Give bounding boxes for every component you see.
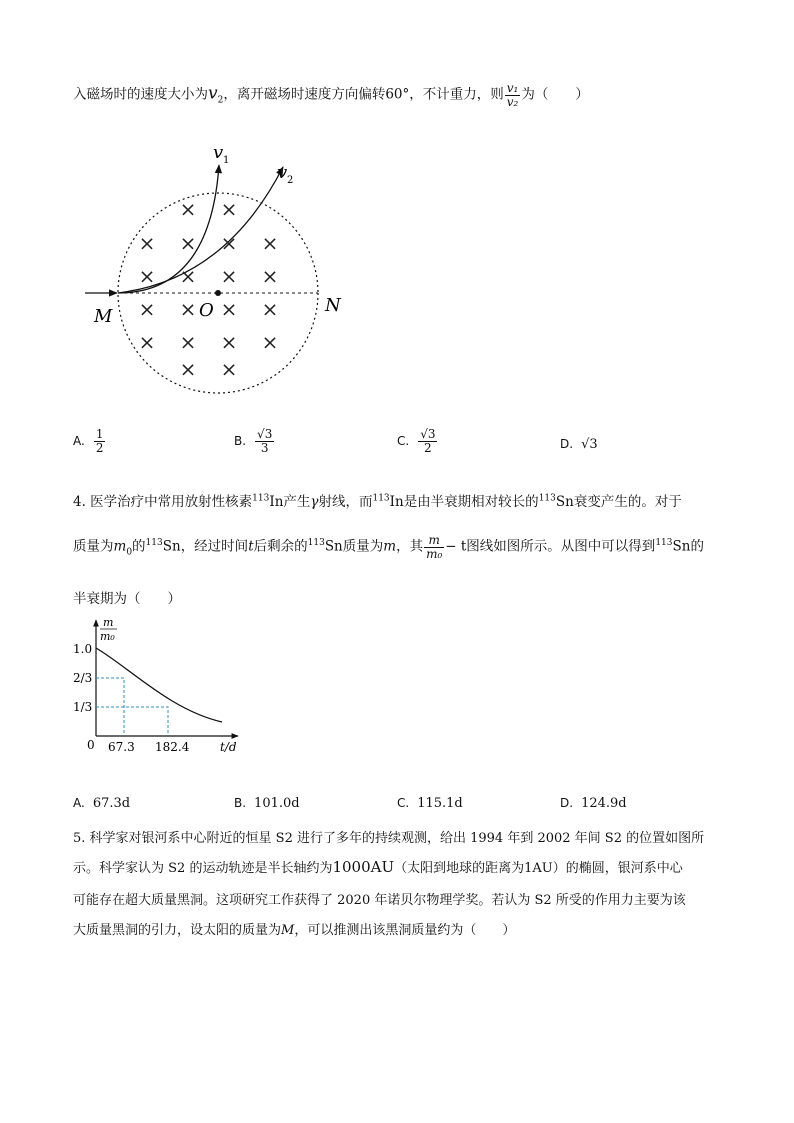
q4-option-a[interactable]	[73, 796, 130, 811]
q3-stem-text-b: ，离开磁场时速度方向偏转	[223, 86, 386, 103]
q4-line1-d: 是由半衰期相对较长的	[403, 494, 539, 510]
q4-line2-f: ，其	[396, 538, 424, 555]
field-mark: ×	[179, 264, 197, 288]
field-mark: ×	[220, 297, 238, 321]
graph-y-tick-1-3: 1/3	[73, 700, 93, 714]
q4-sn-symbol-4: Sn	[672, 538, 691, 555]
q4-sn-mass-4: 113	[655, 538, 673, 549]
q3-v2-sub: 2	[217, 95, 224, 106]
q4-sn-symbol-2: Sn	[162, 538, 181, 555]
field-mark: ×	[220, 231, 238, 255]
q3-option-b-num: √3	[257, 427, 273, 441]
field-mark: ×	[138, 231, 156, 255]
field-mark: ×	[179, 357, 197, 381]
q4-sn-symbol: Sn	[555, 494, 574, 510]
label-v1-sub: 1	[223, 155, 230, 166]
q4-in-mass-2: 113	[372, 493, 390, 504]
field-mark: ×	[220, 264, 238, 288]
q4-line2-c: ，经过时间	[180, 538, 249, 555]
q5-line-1: 5. 科学家对银河系中心附近的恒星 S2 进行了多年的持续观测，给出 1994 年到 2002 年间 S2 的位置如图所	[73, 831, 705, 846]
q4-option-b[interactable]	[234, 796, 300, 811]
q4-in-symbol: In	[269, 494, 284, 510]
q5-line-3: 可能存在超大质量黑洞。这项研究工作获得了 2020 年诺贝尔物理学奖。若认为 S2 所受的作用力主要为该	[73, 893, 686, 908]
q4-option-d-label: D.	[560, 796, 574, 810]
field-mark: ×	[261, 297, 279, 321]
graph-y-label-num: m	[103, 616, 114, 629]
q4-sn-symbol-3: Sn	[324, 538, 343, 555]
field-mark: ×	[220, 197, 238, 221]
q3-v2-letter: v	[208, 83, 218, 104]
label-v2-sub: 2	[287, 175, 294, 186]
q4-option-c[interactable]	[397, 796, 463, 811]
field-mark: ×	[138, 330, 156, 354]
q4-line2-d: 后剩余的	[253, 538, 308, 555]
graph-origin: 0	[87, 738, 95, 752]
q4-m: m	[383, 538, 397, 555]
field-mark: ×	[261, 330, 279, 354]
q4-option-d-value: 124.9d	[581, 796, 627, 811]
q5-au1000: 1000AU	[332, 858, 395, 876]
q3-option-a-label: A.	[73, 433, 85, 448]
q4-t: t	[248, 538, 254, 555]
q3-stem-text-a: 入磁场时的速度大小为	[73, 86, 208, 103]
q4-option-b-value: 101.0d	[254, 796, 300, 811]
q4-line2-g: − t图线如图所示。从图中可以得到	[445, 538, 656, 555]
q4-line2-a: 质量为	[73, 538, 114, 555]
label-M: M	[94, 306, 113, 327]
q4-m0-sub: 0	[126, 547, 133, 558]
q4-line-3: 半衰期为（ ）	[73, 591, 181, 607]
q5-au1: 1AU	[524, 861, 553, 876]
field-mark: ×	[179, 330, 197, 354]
field-mark: ×	[179, 197, 197, 221]
guide-one-third	[96, 707, 168, 736]
q4-gamma: γ	[310, 494, 319, 510]
q4-line2-e: 质量为	[342, 538, 384, 555]
field-mark: ×	[220, 330, 238, 354]
q3-option-c-label: C.	[397, 433, 410, 448]
q4-line1-b: 产生	[283, 494, 311, 510]
q5-M: M	[281, 923, 295, 938]
q4-option-b-label: B.	[234, 796, 247, 810]
q3-stem-text-c: ，不计重力，则	[409, 86, 504, 103]
label-O: O	[199, 300, 214, 321]
label-N: N	[325, 295, 341, 316]
q4-option-d[interactable]	[560, 796, 627, 811]
q4-option-a-label: A.	[73, 796, 85, 810]
q4-line1-a: 4. 医学治疗中常用放射性核素	[73, 494, 253, 510]
q4-sn-mass: 113	[538, 493, 556, 504]
q4-m0: m	[113, 538, 127, 555]
q4-line2-h: 的	[690, 538, 704, 555]
q3-option-d-value: √3	[581, 437, 598, 452]
field-mark: ×	[179, 231, 197, 255]
q3-ratio-den: v₂	[506, 94, 519, 109]
graph-x-tick-182: 182.4	[155, 740, 190, 754]
graph-y-tick-2-3: 2/3	[73, 671, 93, 685]
q3-option-b-den: 3	[260, 440, 269, 455]
q3-ratio-num: v₁	[506, 81, 519, 95]
q4-ratio-num: m	[424, 534, 444, 548]
label-v2: v	[277, 162, 288, 183]
q3-option-c-den: 2	[424, 440, 432, 455]
q4-option-c-label: C.	[397, 796, 410, 810]
field-mark: ×	[138, 297, 156, 321]
guide-two-thirds	[96, 678, 124, 736]
q4-line2-b: 的	[132, 538, 146, 555]
q5-line2-c: ）的椭圆，银河系中心	[552, 861, 683, 876]
q3-option-a-num: 1	[95, 427, 104, 441]
q3-stem-text-d: 为（ ）	[521, 86, 589, 103]
q4-line1-e: 衰变产生的。对于	[573, 494, 682, 510]
q3-option-d-label: D.	[560, 437, 574, 451]
q5-line-2	[73, 857, 683, 876]
q4-sn-mass-3: 113	[307, 538, 325, 549]
q4-option-a-value: 67.3d	[92, 796, 131, 811]
q3-option-c-num: √3	[420, 427, 436, 441]
q5-line4-b: ，可以推测出该黑洞质量约为（ ）	[294, 923, 516, 938]
q4-in-symbol-2: In	[389, 494, 404, 510]
q4-in-mass: 113	[252, 493, 270, 504]
label-v1: v	[213, 142, 224, 163]
q4-line1-c: 射线，而	[318, 494, 373, 510]
q5-line4-a: 大质量黑洞的引力，设太阳的质量为	[73, 923, 282, 938]
q3-angle: 60°	[385, 86, 410, 103]
graph-y-tick-1: 1.0	[73, 642, 93, 656]
q3-option-a-den: 2	[95, 440, 104, 455]
field-mark: ×	[261, 264, 279, 288]
field-mark: ×	[261, 231, 279, 255]
graph-x-label: t/d	[220, 740, 237, 754]
graph-y-label-den: m₀	[100, 630, 115, 643]
field-mark: ×	[138, 264, 156, 288]
field-mark: ×	[179, 297, 197, 321]
q3-option-b-label: B.	[234, 433, 247, 448]
field-mark: ×	[220, 357, 238, 381]
q4-option-c-value: 115.1d	[417, 796, 463, 811]
q5-line2-b: （太阳到地球的距离为	[394, 861, 525, 876]
q5-line2-a: 示。科学家认为 S2 的运动轨迹是半长轴约为	[73, 861, 333, 876]
q4-ratio-den: m₀	[426, 546, 443, 561]
q4-sn-mass-2: 113	[145, 538, 163, 549]
decay-curve	[96, 648, 222, 722]
graph-x-tick-67: 67.3	[108, 740, 135, 754]
q5-line-4	[73, 919, 515, 938]
